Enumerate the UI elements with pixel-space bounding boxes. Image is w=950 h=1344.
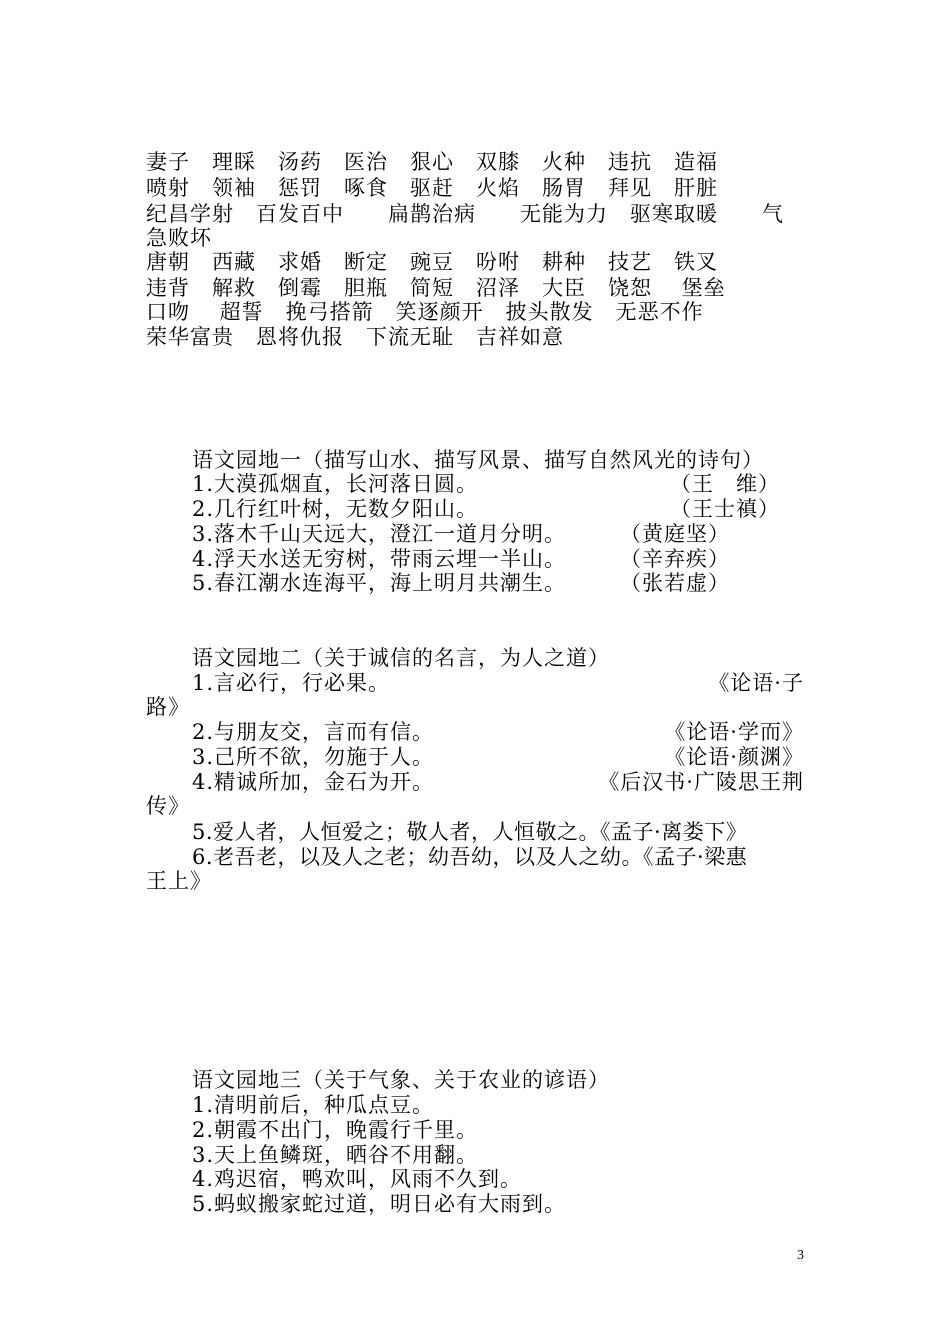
quote-line: 5.爱人者，人恒爱之；敬人者，人恒敬之。《孟子·离娄下》 bbox=[192, 820, 748, 844]
quote-line: 6.老吾老，以及人之老；幼吾幼，以及人之幼。《孟子·梁惠 bbox=[192, 845, 748, 869]
section-title: 语文园地一（描写山水、描写风景、描写自然风光的诗句） bbox=[192, 448, 764, 472]
quote-text: 2.与朋友交，言而有信。 bbox=[192, 720, 435, 744]
poem-text: 5.春江潮水连海平，海上明月共潮生。 bbox=[192, 571, 567, 595]
poem-author: （黄庭坚） bbox=[620, 522, 730, 546]
quote-source: 《论语·学而》 bbox=[664, 720, 804, 744]
poem-text: 3.落木千山天远大，澄江一道月分明。 bbox=[192, 522, 567, 546]
vocab-line: 口吻 超誓 挽弓搭箭 笑逐颜开 披头散发 无恶不作 bbox=[146, 300, 704, 324]
vocab-line: 妻子 理睬 汤药 医治 狠心 双膝 火种 违抗 造福 bbox=[146, 150, 718, 174]
proverb-line: 1.清明前后，种瓜点豆。 bbox=[192, 1093, 435, 1117]
vocab-line: 纪昌学射 百发百中 扁鹊治病 无能为力 驱寒取暖 气 bbox=[146, 202, 784, 226]
quote-line bbox=[192, 670, 804, 696]
poem-line bbox=[192, 471, 780, 497]
poem-author: （张若虚） bbox=[620, 571, 730, 595]
quote-source-cont: 传》 bbox=[146, 794, 190, 818]
page-number: 3 bbox=[797, 1248, 804, 1263]
quote-source: 《论语·子 bbox=[708, 671, 804, 695]
poem-author: （王 维） bbox=[670, 472, 780, 496]
quote-text: 4.精诚所加，金石为开。 bbox=[192, 770, 435, 794]
proverb-line: 2.朝霞不出门，晚霞行千里。 bbox=[192, 1118, 479, 1142]
quote-source-cont: 路》 bbox=[146, 695, 190, 719]
poem-line bbox=[192, 521, 772, 547]
vocab-line: 急败坏 bbox=[146, 226, 212, 250]
vocab-line: 唐朝 西藏 求婚 断定 豌豆 吩咐 耕种 技艺 铁叉 bbox=[146, 250, 718, 274]
poem-line bbox=[192, 570, 772, 596]
proverb-line: 3.天上鱼鳞斑，晒谷不用翻。 bbox=[192, 1143, 479, 1167]
poem-author: （辛弃疾） bbox=[620, 547, 730, 571]
section-title: 语文园地二（关于诚信的名言，为人之道） bbox=[192, 646, 610, 670]
vocab-line: 荣华富贵 恩将仇报 下流无耻 吉祥如意 bbox=[146, 325, 564, 349]
poem-author: （王士禛） bbox=[670, 497, 780, 521]
quote-text: 3.己所不欲，勿施于人。 bbox=[192, 745, 435, 769]
vocab-line: 违背 解救 倒霉 胆瓶 简短 沼泽 大臣 饶恕 堡垒 bbox=[146, 276, 726, 300]
poem-text: 1.大漠孤烟直，长河落日圆。 bbox=[192, 472, 479, 496]
quote-line bbox=[192, 719, 804, 745]
poem-line bbox=[192, 546, 772, 572]
quote-source: 《论语·颜渊》 bbox=[664, 745, 804, 769]
proverb-line: 5.蚂蚁搬家蛇过道，明日必有大雨到。 bbox=[192, 1192, 567, 1216]
poem-text: 4.浮天水送无穷树，带雨云埋一半山。 bbox=[192, 547, 567, 571]
quote-line bbox=[192, 769, 804, 795]
quote-source-cont: 王上》 bbox=[146, 869, 212, 893]
vocab-line: 喷射 领袖 惩罚 啄食 驱赶 火焰 肠胃 拜见 肝脏 bbox=[146, 176, 718, 200]
quote-text: 1.言必行，行必果。 bbox=[192, 671, 391, 695]
quote-line bbox=[192, 744, 804, 770]
section-title: 语文园地三（关于气象、关于农业的谚语） bbox=[192, 1068, 610, 1092]
poem-line bbox=[192, 496, 780, 522]
quote-source: 《后汉书·广陵思王荆 bbox=[598, 770, 804, 794]
proverb-line: 4.鸡迟宿，鸭欢叫，风雨不久到。 bbox=[192, 1167, 523, 1191]
poem-text: 2.几行红叶树，无数夕阳山。 bbox=[192, 497, 479, 521]
